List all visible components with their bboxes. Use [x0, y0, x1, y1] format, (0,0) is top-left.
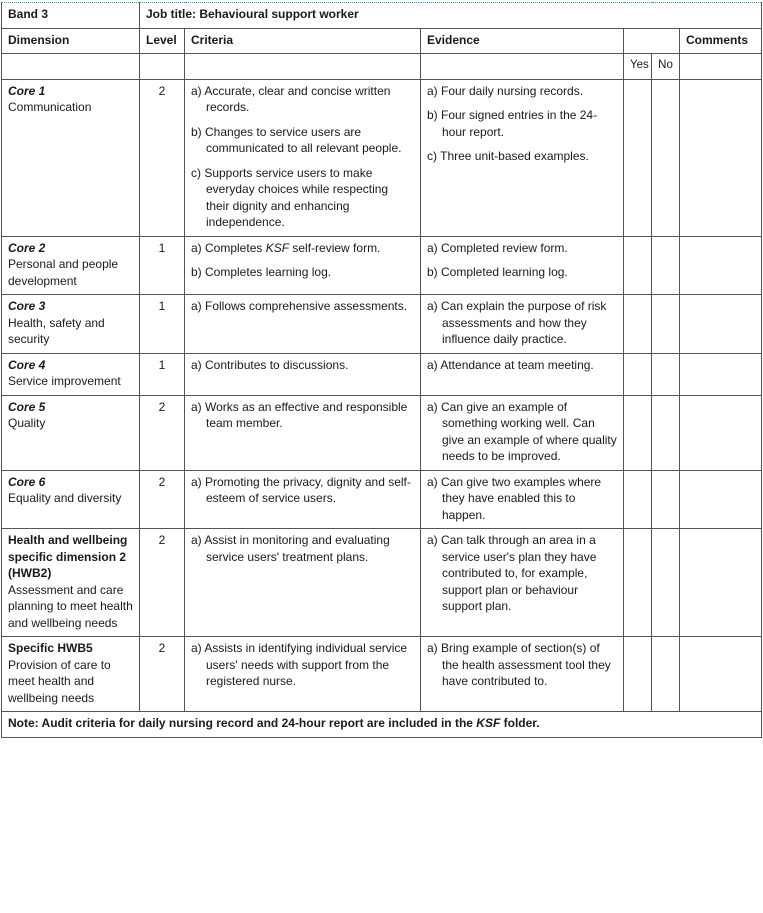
level-cell: 2	[140, 395, 185, 470]
criteria-cell	[185, 637, 421, 712]
comments-cell[interactable]	[680, 395, 762, 470]
dimension-subtitle: Quality	[8, 416, 46, 430]
evidence-item: b) Completed learning log.	[427, 265, 568, 279]
level-cell: 1	[140, 353, 185, 395]
criteria-header: Criteria	[185, 28, 421, 54]
evidence-item: a) Completed review form.	[427, 240, 568, 255]
dimension-cell	[2, 637, 140, 712]
yes-checkbox-cell[interactable]	[624, 470, 652, 529]
blank-cell	[2, 54, 140, 80]
ksf-term: KSF	[265, 240, 290, 255]
evidence-cell	[421, 470, 624, 529]
dimension-title: Core 6	[8, 474, 46, 489]
criteria-item: a) Assist in monitoring and evaluating service users' treatment plans.	[191, 533, 390, 564]
blank-cell	[421, 54, 624, 80]
job-title-cell: Job title: Behavioural support worker	[140, 3, 762, 29]
footnote-text: Note: Audit criteria for daily nursing record and 24-hour report are included in the	[8, 716, 477, 730]
dimension-subtitle: Service improvement	[8, 374, 121, 388]
dimension-title: Core 2	[8, 240, 46, 255]
yes-checkbox-cell[interactable]	[624, 395, 652, 470]
criteria-item: a) Follows comprehensive assessments.	[191, 299, 408, 313]
criteria-item: b) Changes to service users are communicated to all relevant people.	[191, 124, 402, 155]
evidence-item: a) Can give an example of something working well. Can give an example of where quality needs to be improved.	[427, 399, 617, 463]
comments-cell[interactable]	[680, 79, 762, 236]
comments-cell[interactable]	[680, 470, 762, 529]
no-checkbox-cell[interactable]	[652, 529, 680, 637]
comments-cell[interactable]	[680, 353, 762, 395]
criteria-item: c) Supports service users to make everyday choices while respecting their dignity and enhancing independence.	[191, 165, 389, 229]
no-checkbox-cell[interactable]	[652, 353, 680, 395]
criteria-text: a) Completes	[191, 240, 266, 255]
evidence-cell	[421, 79, 624, 236]
dimension-cell	[2, 529, 140, 637]
dimension-title: Core 4	[8, 357, 46, 372]
level-cell: 1	[140, 236, 185, 295]
evidence-cell	[421, 236, 624, 295]
level-cell: 2	[140, 470, 185, 529]
criteria-text: self-review form.	[289, 240, 381, 255]
criteria-cell	[185, 395, 421, 470]
table-row	[2, 470, 762, 529]
comments-cell[interactable]	[680, 637, 762, 712]
evidence-item: a) Can explain the purpose of risk assessments and how they influence daily practice.	[427, 299, 607, 346]
ksf-term: KSF	[476, 716, 501, 730]
evidence-item: a) Can give two examples where they have enabled this to happen.	[427, 474, 602, 522]
dimension-subtitle: Communication	[8, 100, 92, 114]
dimension-title: Core 3	[8, 299, 46, 313]
dimension-cell	[2, 395, 140, 470]
criteria-item: a) Contributes to discussions.	[191, 357, 349, 372]
evidence-item: a) Bring example of section(s) of the health assessment tool they have contributed to.	[427, 641, 611, 688]
criteria-cell	[185, 295, 421, 354]
evidence-cell	[421, 395, 624, 470]
table-row	[2, 637, 762, 712]
evidence-cell	[421, 295, 624, 354]
comments-cell[interactable]	[680, 236, 762, 295]
yes-checkbox-cell[interactable]	[624, 637, 652, 712]
table-row	[2, 79, 762, 236]
evidence-item: c) Three unit-based examples.	[427, 149, 589, 163]
evidence-item: a) Attendance at team meeting.	[427, 357, 594, 372]
dimension-subtitle: Health, safety and security	[8, 315, 105, 346]
no-checkbox-cell[interactable]	[652, 470, 680, 529]
level-cell: 2	[140, 529, 185, 637]
table-row	[2, 236, 762, 295]
no-checkbox-cell[interactable]	[652, 395, 680, 470]
dimension-cell	[2, 79, 140, 236]
dimension-subtitle: Equality and diversity	[8, 491, 122, 505]
dimension-title: Core 5	[8, 399, 46, 414]
comments-cell[interactable]	[680, 295, 762, 354]
comments-header: Comments	[680, 28, 762, 54]
no-header: No	[652, 54, 680, 80]
yes-checkbox-cell[interactable]	[624, 353, 652, 395]
no-checkbox-cell[interactable]	[652, 637, 680, 712]
no-checkbox-cell[interactable]	[652, 236, 680, 295]
evidence-item: a) Four daily nursing records.	[427, 83, 584, 98]
yes-header: Yes	[624, 54, 652, 80]
level-cell: 2	[140, 79, 185, 236]
yes-no-header-blank	[624, 28, 680, 54]
evidence-cell	[421, 529, 624, 637]
criteria-item	[191, 240, 414, 257]
level-header: Level	[140, 28, 185, 54]
footnote-text: folder.	[500, 716, 540, 730]
criteria-item: a) Assists in identifying individual service users' needs with support from the registered nurse.	[191, 641, 408, 688]
dimension-header: Dimension	[2, 28, 140, 54]
criteria-cell	[185, 353, 421, 395]
blank-cell	[185, 54, 421, 80]
criteria-item: b) Completes learning log.	[191, 265, 332, 279]
yes-checkbox-cell[interactable]	[624, 79, 652, 236]
dimension-subtitle: Personal and people development	[8, 257, 119, 288]
level-cell: 1	[140, 295, 185, 354]
ksf-audit-table	[1, 2, 762, 738]
no-checkbox-cell[interactable]	[652, 295, 680, 354]
evidence-item: a) Can talk through an area in a service user's plan they have contributed to, for example, support plan or behaviour support plan.	[427, 533, 597, 613]
criteria-cell	[185, 236, 421, 295]
blank-cell	[680, 54, 762, 80]
criteria-item: a) Works as an effective and responsible team member.	[191, 399, 408, 430]
evidence-cell	[421, 637, 624, 712]
criteria-item: a) Promoting the privacy, dignity and self-esteem of service users.	[191, 474, 411, 505]
level-cell: 2	[140, 637, 185, 712]
table-row	[2, 395, 762, 470]
dimension-cell	[2, 295, 140, 354]
dimension-subtitle: Provision of care to meet health and wellbeing needs	[8, 657, 111, 705]
dimension-title: Core 1	[8, 83, 46, 98]
footnote	[2, 712, 762, 738]
yes-checkbox-cell[interactable]	[624, 529, 652, 637]
no-checkbox-cell[interactable]	[652, 79, 680, 236]
comments-cell[interactable]	[680, 529, 762, 637]
band-cell: Band 3	[2, 3, 140, 29]
dimension-cell	[2, 470, 140, 529]
table-row	[2, 529, 762, 637]
dimension-cell	[2, 236, 140, 295]
dimension-title: Health and wellbeing specific dimension 2 (HWB2)	[8, 533, 128, 580]
table-row	[2, 353, 762, 395]
evidence-header: Evidence	[421, 28, 624, 54]
criteria-cell	[185, 79, 421, 236]
dimension-title: Specific HWB5	[8, 641, 93, 655]
table-row	[2, 295, 762, 354]
criteria-cell	[185, 470, 421, 529]
dimension-cell	[2, 353, 140, 395]
evidence-cell	[421, 353, 624, 395]
criteria-item: a) Accurate, clear and concise written records.	[191, 83, 391, 114]
evidence-item: b) Four signed entries in the 24-hour report.	[427, 108, 598, 139]
criteria-cell	[185, 529, 421, 637]
yes-checkbox-cell[interactable]	[624, 236, 652, 295]
yes-checkbox-cell[interactable]	[624, 295, 652, 354]
blank-cell	[140, 54, 185, 80]
dimension-subtitle: Assessment and care planning to meet health and wellbeing needs	[8, 582, 133, 630]
